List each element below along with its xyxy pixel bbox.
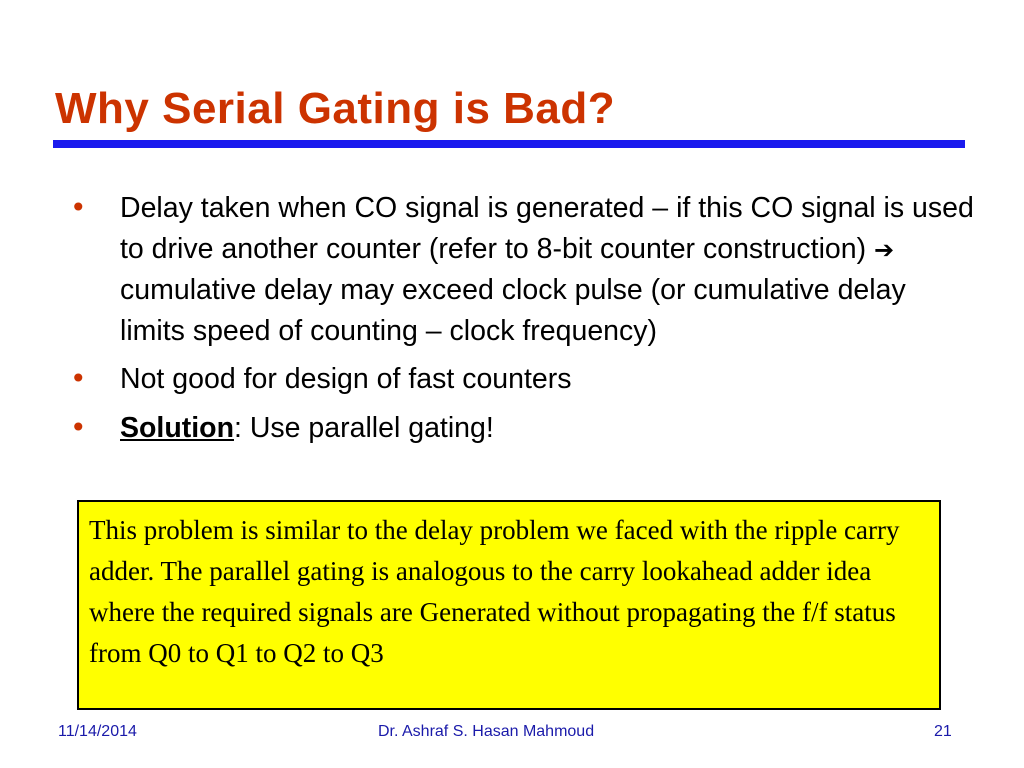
bullet-dot-icon: • <box>70 191 87 224</box>
bullet-dot-icon: • <box>70 410 87 444</box>
footer-date: 11/14/2014 <box>58 723 137 740</box>
bullet-text: Not good for design of fast counters <box>120 363 572 395</box>
bullet-item-fast-counters <box>70 359 975 400</box>
bullet-list <box>70 188 975 456</box>
footer-page-number: 21 <box>934 723 952 740</box>
bullet-dot-icon: • <box>70 362 87 395</box>
right-arrow-icon: ➔ <box>874 235 895 264</box>
title-underline-rule <box>53 140 965 148</box>
slide-title: Why Serial Gating is Bad? <box>55 84 616 133</box>
note-box: This problem is similar to the delay problem we faced with the ripple carry adder. The parallel gating is analogous to the carry lookahead adder idea where the required signals are Generated without propagating the f/f status from Q0 to Q1 to Q2 to Q3 <box>77 500 941 710</box>
solution-label: Solution <box>120 411 234 444</box>
footer-author: Dr. Ashraf S. Hasan Mahmoud <box>378 723 595 740</box>
bullet-text-part-2: cumulative delay may exceed clock pulse (or cumulative delay limits speed of counting – clock frequency) <box>120 274 906 347</box>
bullet-text-part-1: Delay taken when CO signal is generated – if this CO signal is used to drive another counter (refer to 8-bit counter construction) <box>120 192 974 265</box>
bullet-text: : Use parallel gating! <box>233 411 494 444</box>
bullet-item-solution <box>70 408 975 449</box>
bullet-item-delay <box>70 188 975 351</box>
